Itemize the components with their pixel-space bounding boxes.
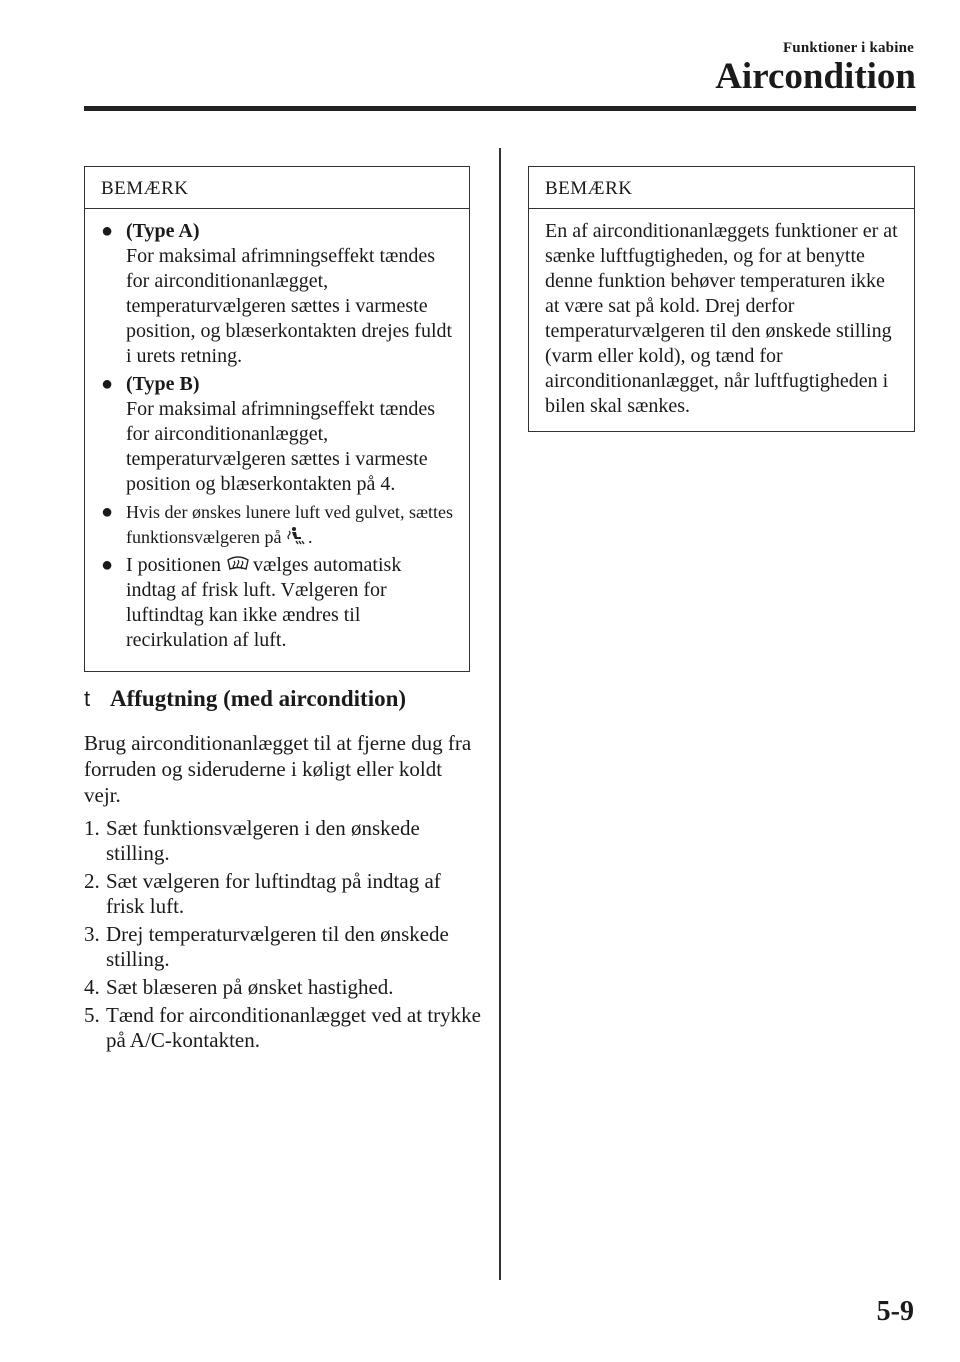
step-text: Sæt funktionsvælgeren i den ønskede stilling.: [106, 816, 420, 865]
note-body: [529, 209, 914, 431]
item-text: For maksimal afrimningseffekt tændes for airconditionanlægget, temperaturvælgeren sættes i varmeste position og blæserkontakten på 4.: [126, 398, 436, 495]
step-number: 1.: [84, 816, 100, 840]
bullet-icon: ●: [101, 373, 114, 395]
step-number: 3.: [84, 922, 100, 946]
item-text-continued: vælges automatisk indtag af frisk luft. Vælgeren for luftindtag kan ikke ændres til recirkulation af luft.: [126, 554, 402, 651]
item-text: For maksimal afrimningseffekt tændes for airconditionanlægget, temperaturvælgeren sættes i varmeste position, og blæserkontakten drejes fuldt i urets retning.: [126, 245, 453, 367]
note-body: [85, 209, 469, 668]
step-number: 2.: [84, 869, 100, 893]
step-text: Drej temperaturvælgeren til den ønskede stilling.: [106, 922, 449, 971]
header-rule: [84, 106, 916, 111]
section-label: Funktioner i kabine: [782, 40, 914, 56]
note-item-floor-air: [101, 500, 453, 550]
bullet-icon: ●: [101, 501, 114, 523]
page-number: 5-9: [876, 1296, 914, 1327]
bullet-icon: ●: [101, 220, 114, 242]
bullet-icon: ●: [101, 554, 114, 576]
note-item-fresh-air: [101, 553, 453, 653]
note-item-type-a: [101, 219, 453, 369]
section-heading: [84, 686, 406, 712]
note-text: En af airconditionanlæggets funktioner er at sænke luftfugtigheden, og for at benytte denne funktion behøver temperaturen ikke at være sat på kold. Drej derfor temperaturvælgeren til den ønskede stilling (varm eller kold), og tænd for airconditionanlægget, når luftfugtigheden i bilen skal sænkes.: [545, 220, 898, 417]
intro-paragraph: Brug airconditionanlægget til at fjerne dug fra forruden og sideruderne i køligt eller koldt vejr.: [84, 731, 472, 807]
step-item: [84, 975, 484, 1000]
chapter-title: Aircondition: [715, 56, 916, 97]
step-list: [84, 816, 484, 1056]
note-box-right: [528, 166, 915, 432]
note-box-left: [84, 166, 470, 672]
note-item-type-b: [101, 372, 453, 497]
section-marker: t: [84, 686, 91, 711]
windshield-defroster-icon: [226, 554, 248, 574]
item-text: Hvis der ønskes lunere luft ved gulvet, sættes funktionsvælgeren på: [126, 502, 453, 547]
step-item: [84, 1003, 484, 1053]
floor-defroster-mode-icon: [286, 526, 308, 546]
step-item: [84, 869, 484, 919]
step-text: Sæt vælgeren for luftindtag på indtag af frisk luft.: [106, 869, 441, 918]
step-number: 4.: [84, 975, 100, 999]
note-header: BEMÆRK: [529, 167, 914, 209]
section-heading-text: Affugtning (med aircondition): [110, 686, 407, 711]
step-text: Tænd for airconditionanlægget ved at trykke på A/C-kontakten.: [106, 1003, 481, 1052]
item-text-end: .: [307, 527, 313, 547]
item-text: I positionen: [126, 554, 221, 576]
step-number: 5.: [84, 1003, 100, 1027]
step-item: [84, 922, 484, 972]
item-type-label: (Type B): [126, 373, 200, 395]
item-type-label: (Type A): [126, 220, 200, 242]
column-divider: [499, 148, 501, 1280]
note-header: BEMÆRK: [85, 167, 469, 209]
step-item: [84, 816, 484, 866]
step-text: Sæt blæseren på ønsket hastighed.: [106, 975, 394, 999]
